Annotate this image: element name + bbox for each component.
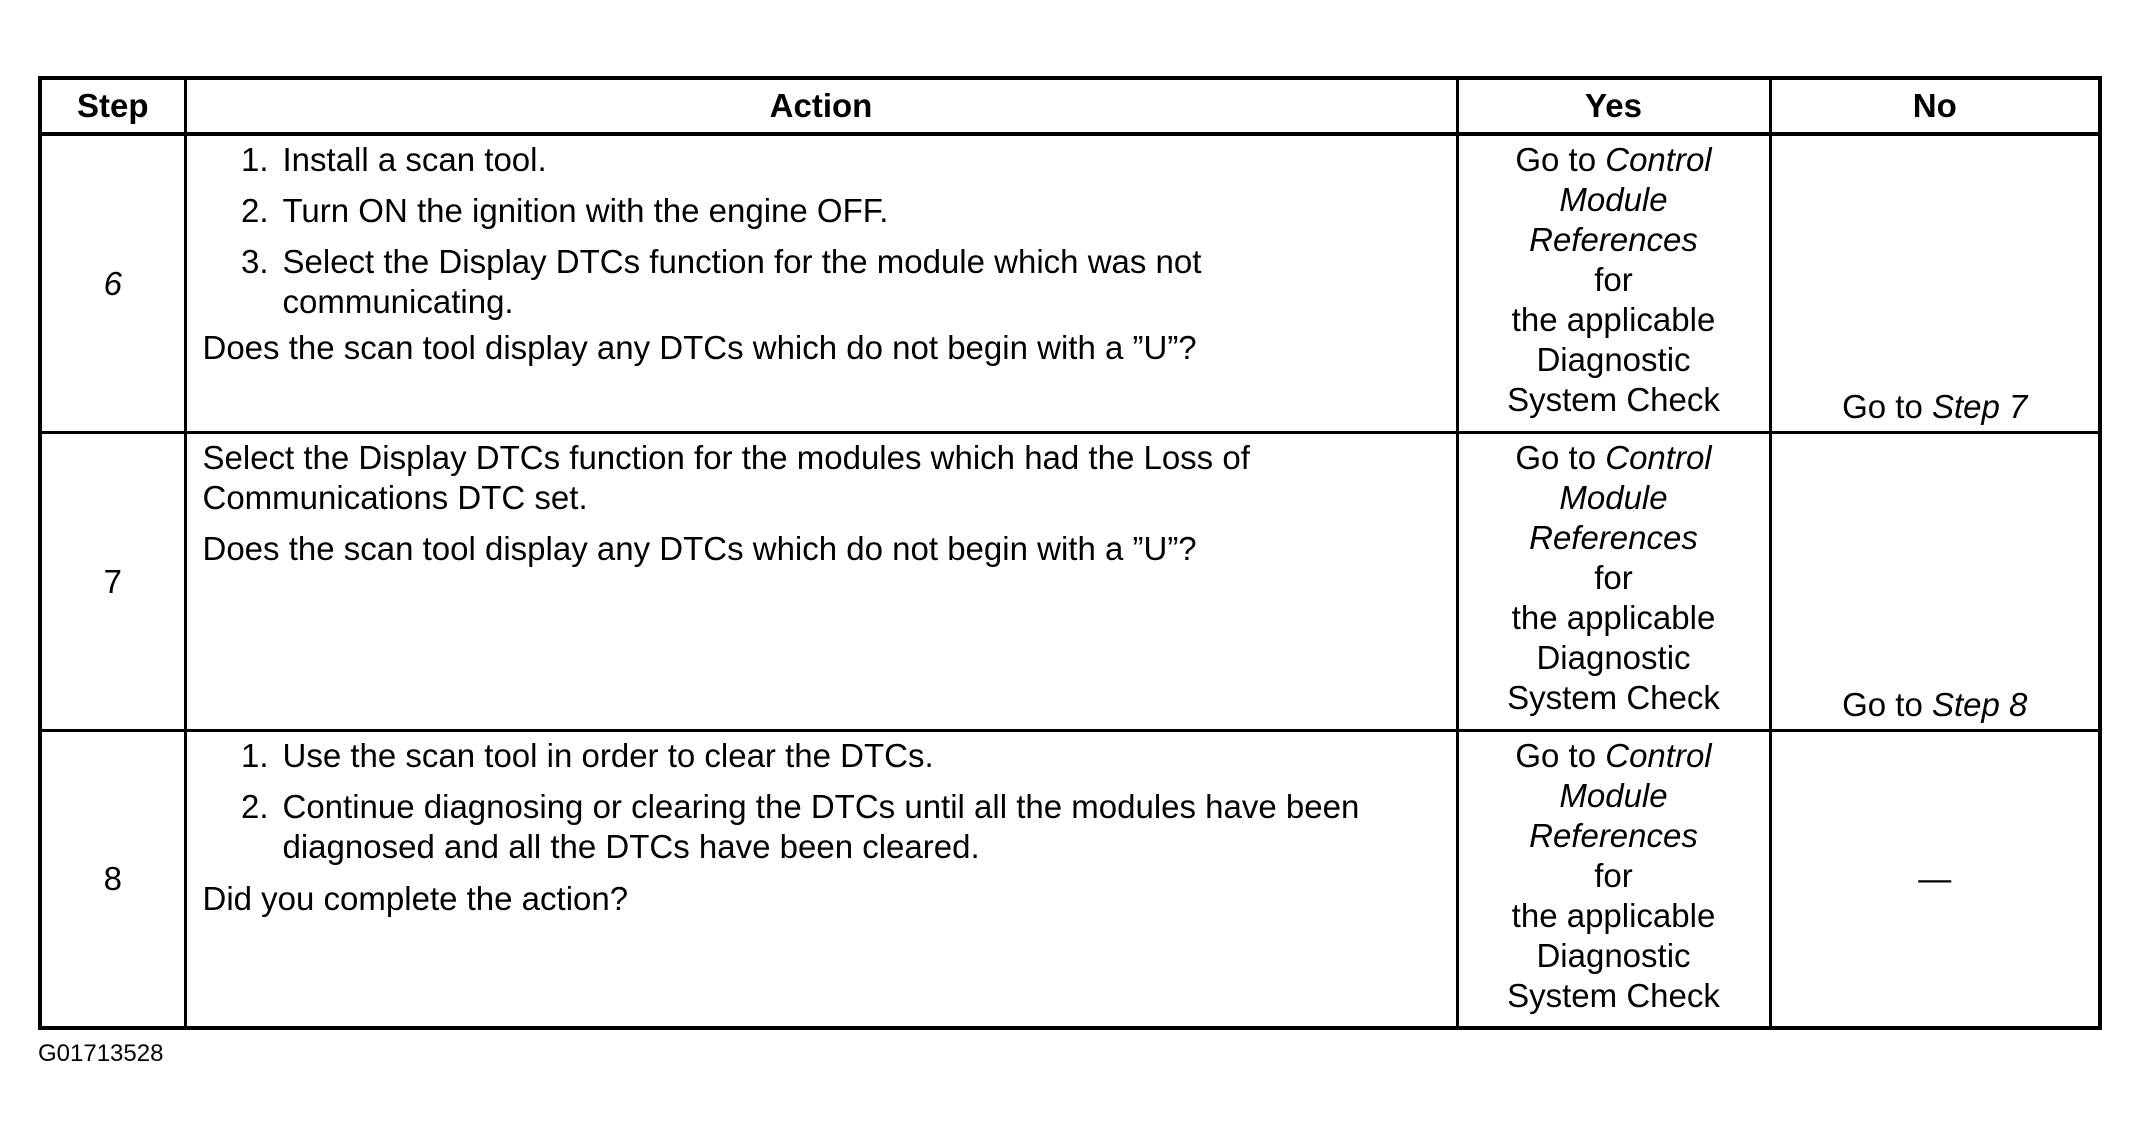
yes-cell [1457, 134, 1770, 433]
no-prefix: Go to [1842, 686, 1923, 723]
yes-line-for: for [1594, 857, 1633, 894]
yes-cell [1457, 433, 1770, 731]
action-item-text: Continue diagnosing or clearing the DTCs until all the modules have been diagnosed and all the DTCs have been cleared. [282, 788, 1360, 865]
header-step: Step [40, 78, 185, 134]
action-list-item [203, 191, 1442, 231]
action-question: Did you complete the action? [202, 880, 629, 917]
action-item-text: Use the scan tool in order to clear the DTCs. [282, 737, 934, 774]
yes-prefix: Go to [1515, 141, 1597, 178]
action-item-number: 2. [240, 192, 269, 229]
action-item-number: 1. [240, 737, 269, 774]
yes-line-diagnostic: Diagnostic [1536, 639, 1691, 676]
step-cell [40, 731, 185, 1029]
action-item-number: 1. [240, 141, 269, 178]
action-list [203, 736, 1442, 867]
step-cell [40, 433, 185, 731]
action-cell [185, 731, 1457, 1029]
no-dash: — [1918, 860, 1952, 897]
no-prefix: Go to [1842, 388, 1923, 425]
header-yes: Yes [1457, 78, 1770, 134]
diagnostic-table [38, 76, 2102, 1030]
table-header [40, 78, 2100, 134]
yes-link-references[interactable]: References [1529, 817, 1698, 854]
yes-line-applicable: the applicable [1511, 897, 1716, 934]
yes-link-references[interactable]: References [1529, 221, 1698, 258]
step-cell [40, 134, 185, 433]
yes-line-system-check: System Check [1507, 977, 1720, 1014]
yes-line-diagnostic: Diagnostic [1536, 937, 1691, 974]
yes-line-1 [1459, 736, 1769, 776]
step-number: 6 [103, 264, 122, 302]
step-number: 7 [103, 562, 122, 600]
action-item-number: 3. [240, 243, 269, 280]
no-cell [1770, 134, 2100, 433]
action-cell [185, 433, 1457, 731]
action-item-text: Select the Display DTCs function for the module which was not communicating. [282, 243, 1202, 320]
header-action: Action [185, 78, 1457, 134]
no-cell [1770, 433, 2100, 731]
yes-link-module[interactable]: Module [1559, 479, 1668, 516]
yes-link-control[interactable]: Control [1605, 737, 1712, 774]
action-question: Does the scan tool display any DTCs which do not begin with a ”U”? [202, 530, 1197, 567]
header-no: No [1770, 78, 2100, 134]
yes-line-for: for [1594, 261, 1633, 298]
yes-line-applicable: the applicable [1511, 599, 1716, 636]
action-list-item [203, 787, 1442, 867]
yes-link-module[interactable]: Module [1559, 777, 1668, 814]
yes-link-references[interactable]: References [1529, 519, 1698, 556]
step-number: 8 [103, 860, 122, 897]
yes-prefix: Go to [1515, 737, 1597, 774]
no-link-step[interactable]: Step 7 [1931, 388, 2028, 425]
yes-link-module[interactable]: Module [1559, 181, 1668, 218]
action-item-text: Turn ON the ignition with the engine OFF. [282, 192, 889, 229]
action-list-item [203, 242, 1442, 322]
table-row-step-8 [40, 731, 2100, 1029]
yes-cell [1457, 731, 1770, 1029]
no-cell [1770, 731, 2100, 1029]
figure-id: G01713528 [38, 1040, 164, 1067]
action-list [203, 140, 1442, 322]
no-link-step[interactable]: Step 8 [1931, 686, 2028, 723]
header-row [40, 78, 2100, 134]
yes-line-system-check: System Check [1507, 679, 1720, 716]
table-row-step-6 [40, 134, 2100, 433]
action-item-number: 2. [240, 788, 269, 825]
yes-line-1 [1459, 438, 1769, 478]
yes-line-diagnostic: Diagnostic [1536, 341, 1691, 378]
yes-line-1 [1459, 140, 1769, 180]
yes-prefix: Go to [1515, 439, 1597, 476]
action-paragraph: Select the Display DTCs function for the modules which had the Loss of Communications DTC set. [202, 439, 1250, 516]
action-list-item [203, 140, 1442, 180]
yes-link-control[interactable]: Control [1605, 141, 1712, 178]
yes-line-for: for [1594, 559, 1633, 596]
yes-line-applicable: the applicable [1511, 301, 1716, 338]
action-item-text: Install a scan tool. [282, 141, 547, 178]
yes-link-control[interactable]: Control [1605, 439, 1712, 476]
table-row-step-7 [40, 433, 2100, 731]
action-cell [185, 134, 1457, 433]
yes-line-system-check: System Check [1507, 381, 1720, 418]
action-question: Does the scan tool display any DTCs which do not begin with a ”U”? [202, 329, 1197, 366]
action-list-item [203, 736, 1442, 776]
